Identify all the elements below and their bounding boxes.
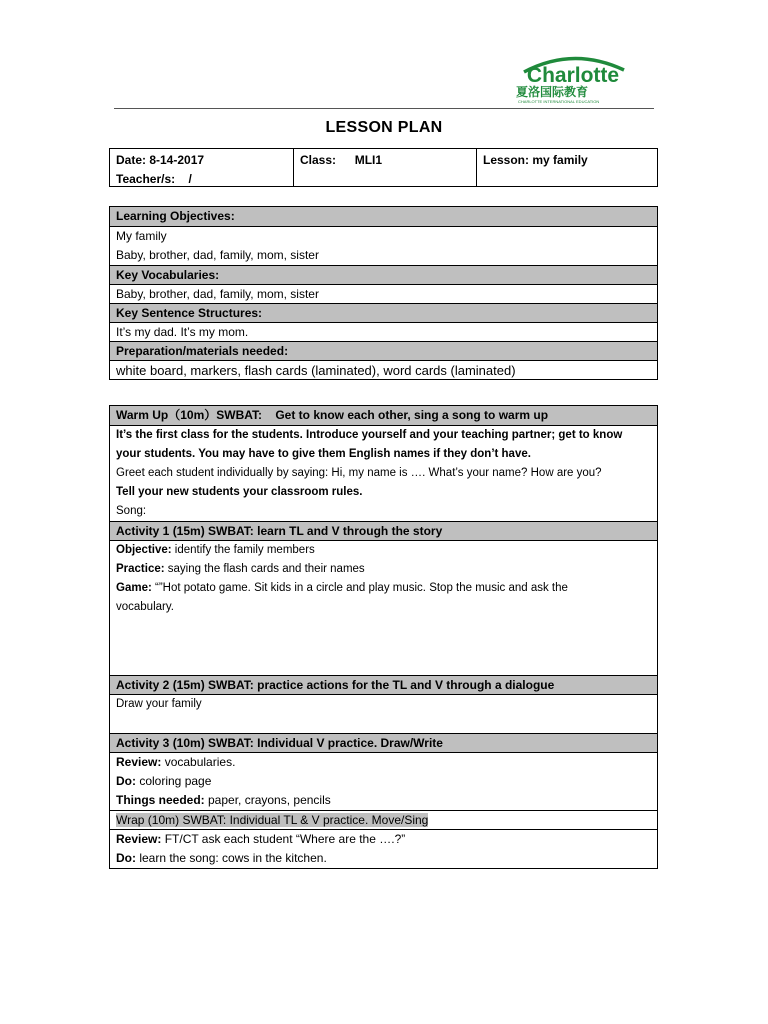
activity3-heading: Activity 3 (10m) SWBAT: Individual V practice. Draw/Write: [110, 733, 657, 752]
activity1-game: [116, 579, 651, 598]
warmup-line-3: Greet each student individually by saying: Hi, my name is …. What’s your name? How are you?: [116, 467, 602, 479]
objective-line-1: My family: [116, 229, 167, 243]
activity1-heading: Activity 1 (15m) SWBAT: learn TL and V through the story: [110, 521, 657, 540]
game-label: Game:: [116, 582, 152, 594]
objectives-body: [110, 226, 657, 265]
objective-label: Objective:: [116, 544, 172, 556]
activity2-body: [110, 694, 657, 733]
do-text: coloring page: [136, 774, 212, 788]
practice-label: Practice:: [116, 563, 165, 575]
class-label: Class:: [300, 153, 337, 167]
page-title: LESSON PLAN: [325, 119, 443, 136]
activity3-review: [116, 753, 651, 772]
activity3-do: [116, 772, 651, 791]
wrap-review: [116, 830, 651, 849]
vocab-text: Baby, brother, dad, family, mom, sister: [110, 284, 657, 303]
class-value: MLI1: [354, 153, 383, 167]
wrap-body: [110, 829, 657, 868]
charlotte-logo: [510, 52, 636, 104]
activities-table: [109, 405, 658, 869]
objectives-heading: Learning Objectives:: [110, 207, 657, 226]
wrap-review-text: FT/CT ask each student “Where are the ….?”: [161, 832, 406, 846]
date-field: Date: 8-14-2017: [116, 153, 205, 167]
warmup-body: [110, 425, 657, 521]
warmup-line-5: Song:: [116, 505, 147, 517]
things-text: paper, crayons, pencils: [204, 793, 331, 807]
wrap-do-text: learn the song: cows in the kitchen.: [136, 851, 327, 865]
teacher-field: Teacher/s: /: [116, 172, 192, 186]
header-rule: [114, 108, 654, 109]
activity1-game-cont: vocabulary.: [116, 601, 174, 613]
activity3-things: [116, 791, 651, 810]
wrap-heading-row: [110, 810, 657, 829]
sentence-text: It’s my dad. It’s my mom.: [110, 322, 657, 341]
date-teacher-cell: [110, 149, 293, 186]
sentence-heading: Key Sentence Structures:: [110, 303, 657, 322]
do-label: Do:: [116, 774, 136, 788]
things-label: Things needed:: [116, 793, 205, 807]
prep-text: white board, markers, flash cards (laminated), word cards (laminated): [110, 360, 657, 379]
objective-text: identify the family members: [171, 544, 315, 556]
warmup-heading: Warm Up（10m）SWBAT: Get to know each other, sing a song to warm up: [110, 406, 657, 425]
activity2-heading: Activity 2 (15m) SWBAT: practice actions for the TL and V through a dialogue: [110, 675, 657, 694]
lesson-cell: [476, 149, 657, 186]
logo-brand: Charlotte: [526, 64, 620, 87]
review-label: Review:: [116, 755, 162, 769]
warmup-line-2: your students. You may have to give them English names if they don’t have.: [116, 448, 531, 460]
lesson-field: Lesson: my family: [483, 153, 588, 167]
class-cell: [293, 149, 476, 186]
warmup-line-4: Tell your new students your classroom rules.: [116, 486, 363, 498]
warmup-line-1: It’s the first class for the students. Introduce yourself and your teaching partner; get to know: [116, 429, 623, 441]
review-text: vocabularies.: [161, 755, 236, 769]
game-text: “”Hot potato game. Sit kids in a circle and play music. Stop the music and ask the: [151, 582, 568, 594]
logo-tagline: CHARLOTTE INTERNATIONAL EDUCATION: [518, 99, 600, 104]
wrap-do-label: Do:: [116, 851, 136, 865]
wrap-do: [116, 849, 651, 868]
activity3-body: [110, 752, 657, 810]
practice-text: saying the flash cards and their names: [164, 563, 365, 575]
wrap-review-label: Review:: [116, 832, 162, 846]
activity1-objective: [116, 541, 651, 560]
activity1-practice: [116, 560, 651, 579]
logo-chinese: 夏洛国际教育: [516, 85, 589, 99]
activity2-text: Draw your family: [116, 698, 202, 710]
header-table: [109, 148, 658, 187]
objectives-table: [109, 206, 658, 380]
objective-line-2: Baby, brother, dad, family, mom, sister: [116, 248, 319, 262]
wrap-heading: Wrap (10m) SWBAT: Individual TL & V practice. Move/Sing: [116, 813, 429, 827]
vocab-heading: Key Vocabularies:: [110, 265, 657, 284]
activity1-body: [110, 540, 657, 675]
prep-heading: Preparation/materials needed:: [110, 341, 657, 360]
